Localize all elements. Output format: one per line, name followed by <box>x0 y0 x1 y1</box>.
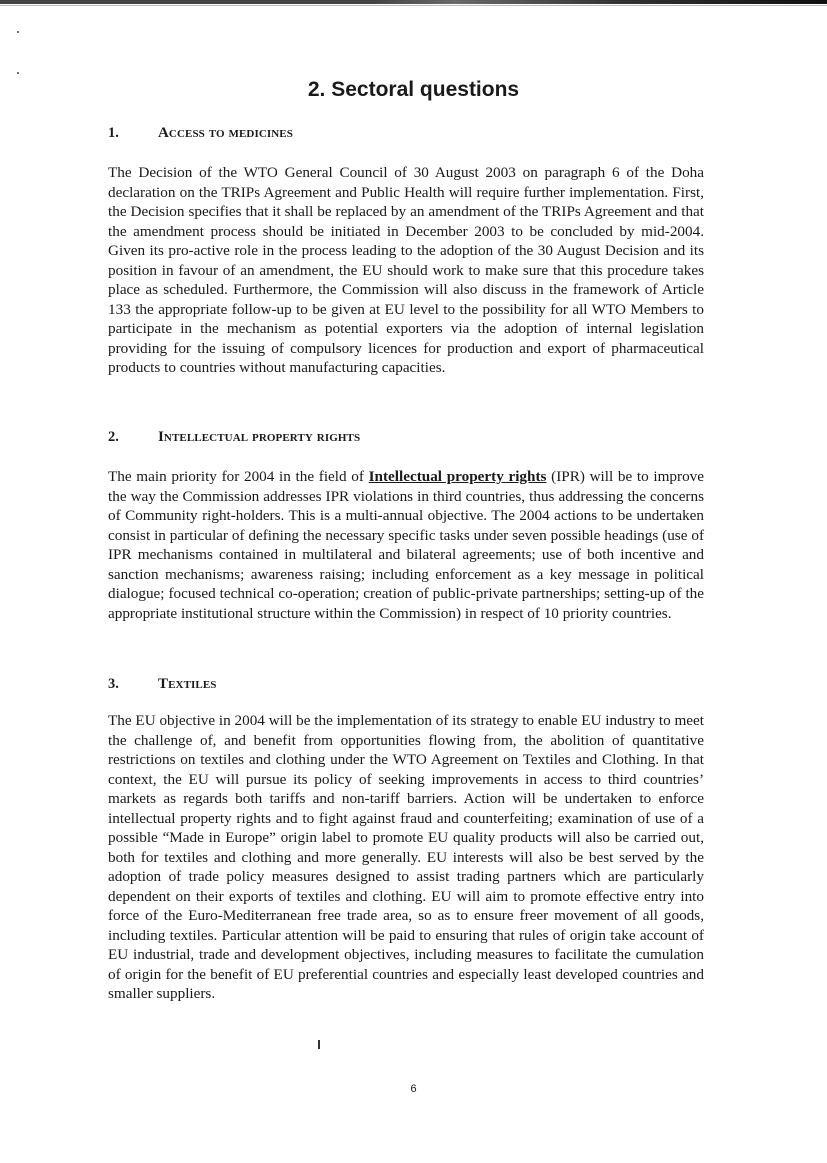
section-heading-intellectual-property-rights <box>108 429 360 446</box>
section-title: Textiles <box>158 676 217 692</box>
section-paragraph-intellectual-property-rights <box>108 467 704 623</box>
top-border-thin-rule <box>0 5 827 6</box>
section-heading-access-to-medicines <box>108 125 293 142</box>
scan-speck <box>17 31 19 33</box>
section-title: Intellectual property rights <box>158 429 361 445</box>
section-number: 2. <box>108 429 119 445</box>
paragraph-text-before-link: The main priority for 2004 in the field of <box>108 468 369 485</box>
paragraph-text-after-link: (IPR) will be to improve the way the Commission addresses IPR violations in third countries, thus addressing the concerns of Community right-holders. This is a multi-annual objective. The 2004 actions to be undertaken consist in particular of defining the necessary specific tasks under seven possible headings (use of IPR mechanisms contained in multilateral and bilateral agreements; use of both incentive and sanction mechanisms; awareness raising; including enforcement as a key message in political dialogue; focused technical co-operation; creation of public-private partnerships; setting-up of the appropriate institutional structure within the Commission) in respect of 10 priority countries. <box>108 468 705 622</box>
scan-tick-mark <box>318 1040 320 1049</box>
top-border-rule <box>0 0 827 4</box>
page-number: 6 <box>410 1083 417 1095</box>
section-paragraph-access-to-medicines: The Decision of the WTO General Council of 30 August 2003 on paragraph 6 of the Doha declaration on the TRIPs Agreement and Public Health will require further implementation. First, the Decision specifies that it shall be replaced by an amendment of the TRIPs Agreement and that the amendment process should be initiated in December 2003 to be concluded by mid-2004. Given its pro-active role in the process leading to the adoption of the 30 August Decision and its position in favour of an amendment, the EU should work to make sure that this procedure takes place as scheduled. Furthermore, the Commission will also discuss in the framework of Article 133 the appropriate follow-up to be given at EU level to the possibility for all WTO Members to participate in the mechanism as potential exporters via the adoption of internal legislation providing for the issuing of compulsory licences for production and export of pharmaceutical products to countries without manufacturing capacities. <box>108 164 704 376</box>
page-title-text: 2. Sectoral questions <box>307 78 520 101</box>
ipr-link[interactable]: Intellectual property rights <box>368 468 547 485</box>
section-paragraph-textiles: The EU objective in 2004 will be the implementation of its strategy to enable EU industry to meet the challenge of, and benefit from opportunities flowing from, the abolition of quantitative restrictions on textiles and clothing under the WTO Agreement on Textiles and Clothing. In that context, the EU will pursue its policy of seeking improvements in access to third countries’ markets as regards both tariffs and non-tariff barriers. Action will be undertaken to enforce intellectual property rights and to fight against fraud and counterfeiting; examination of use of a possible “Made in Europe” origin label to promote EU quality products will also be carried out, both for textiles and clothing and more generally. EU interests will also be best served by the adoption of trade policy measures designed to assist trading partners which are particularly dependent on their exports of textiles and clothing. EU will aim to promote effective entry into force of the Euro-Mediterranean free trade area, so as to ensure freer movement of all goods, including textiles. Particular attention will be paid to ensuring that rules of origin take account of EU industrial, trade and development objectives, including measures to facilitate the cumulation of origin for the benefit of EU preferential countries and especially least developed countries and smaller suppliers. <box>108 712 704 1002</box>
section-number: 1. <box>108 125 119 141</box>
section-heading-textiles <box>108 676 217 693</box>
section-title: Access to medicines <box>158 125 293 141</box>
scan-speck <box>17 72 19 74</box>
section-number: 3. <box>108 676 119 692</box>
page-title <box>0 78 827 102</box>
